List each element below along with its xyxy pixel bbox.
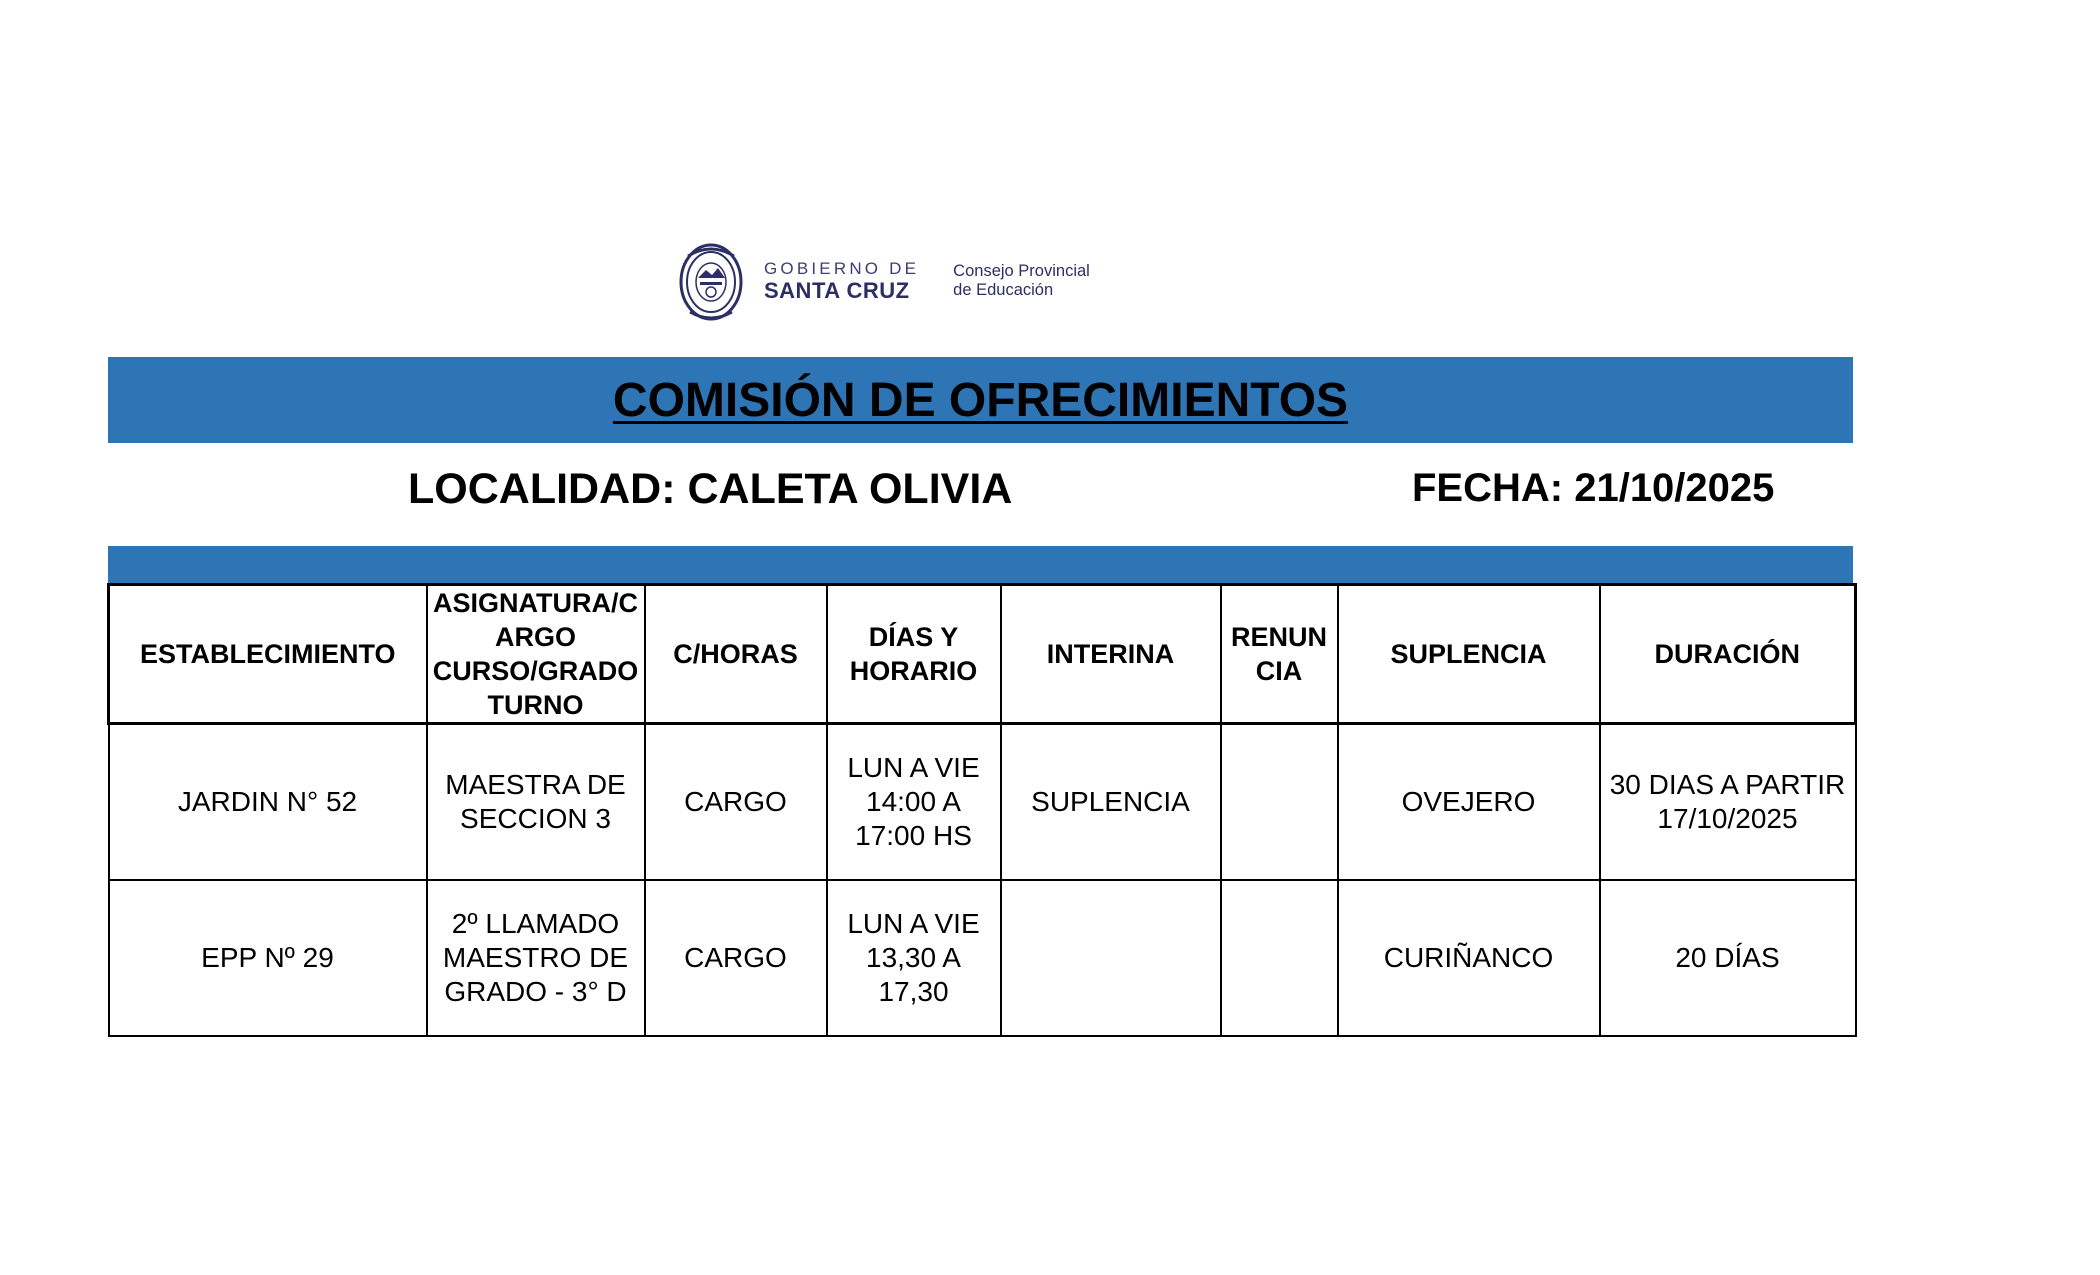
- cell-interina: [1001, 880, 1221, 1036]
- gobierno-wordmark: [764, 260, 919, 302]
- santa-cruz-text: SANTA CRUZ: [764, 277, 910, 303]
- page-title: COMISIÓN DE OFRECIMIENTOS: [612, 373, 1349, 427]
- cell-establecimiento: EPP Nº 29: [109, 880, 427, 1036]
- col-header-interina: INTERINA: [1001, 585, 1221, 724]
- cell-establecimiento: JARDIN N° 52: [109, 724, 427, 881]
- localidad-label: LOCALIDAD: CALETA OLIVIA: [408, 465, 1013, 513]
- cell-dias-horario: LUN A VIE 14:00 A 17:00 HS: [827, 724, 1001, 881]
- table-header-row: [109, 585, 1856, 724]
- col-header-duracion: DURACIÓN: [1600, 585, 1856, 724]
- cell-choras: CARGO: [645, 880, 827, 1036]
- cell-renuncia: [1221, 880, 1338, 1036]
- separator-bar: [108, 546, 1853, 583]
- cell-asignatura: MAESTRA DE SECCION 3: [427, 724, 645, 881]
- title-banner: [108, 357, 1853, 443]
- col-header-dias-horario: DÍAS Y HORARIO: [827, 585, 1001, 724]
- consejo-line-1: Consejo Provincial: [953, 262, 1090, 281]
- cell-interina: SUPLENCIA: [1001, 724, 1221, 881]
- cell-suplencia: CURIÑANCO: [1338, 880, 1600, 1036]
- col-header-choras: C/HORAS: [645, 585, 827, 724]
- cell-asignatura: 2º LLAMADO MAESTRO DE GRADO - 3° D: [427, 880, 645, 1036]
- col-header-renuncia: RENUN CIA: [1221, 585, 1338, 724]
- cell-suplencia: OVEJERO: [1338, 724, 1600, 881]
- gobierno-de-text: GOBIERNO DE: [764, 258, 920, 278]
- cell-duracion: 30 DIAS A PARTIR 17/10/2025: [1600, 724, 1856, 881]
- logo: [678, 238, 1090, 323]
- table-row: [109, 724, 1856, 881]
- ofrecimientos-table: [107, 583, 1857, 1037]
- table-row: [109, 880, 1856, 1036]
- cell-choras: CARGO: [645, 724, 827, 881]
- consejo-wordmark: [953, 262, 1090, 298]
- consejo-line-2: de Educación: [953, 280, 1054, 299]
- cell-renuncia: [1221, 724, 1338, 881]
- col-header-asignatura: ASIGNATURA/C ARGO CURSO/GRADO TURNO: [427, 585, 645, 724]
- col-header-suplencia: SUPLENCIA: [1338, 585, 1600, 724]
- col-header-establecimiento: ESTABLECIMIENTO: [109, 585, 427, 724]
- fecha-label: FECHA: 21/10/2025: [1412, 466, 1775, 510]
- provincial-seal-icon: [678, 240, 744, 322]
- cell-duracion: 20 DÍAS: [1600, 880, 1856, 1036]
- cell-dias-horario: LUN A VIE 13,30 A 17,30: [827, 880, 1001, 1036]
